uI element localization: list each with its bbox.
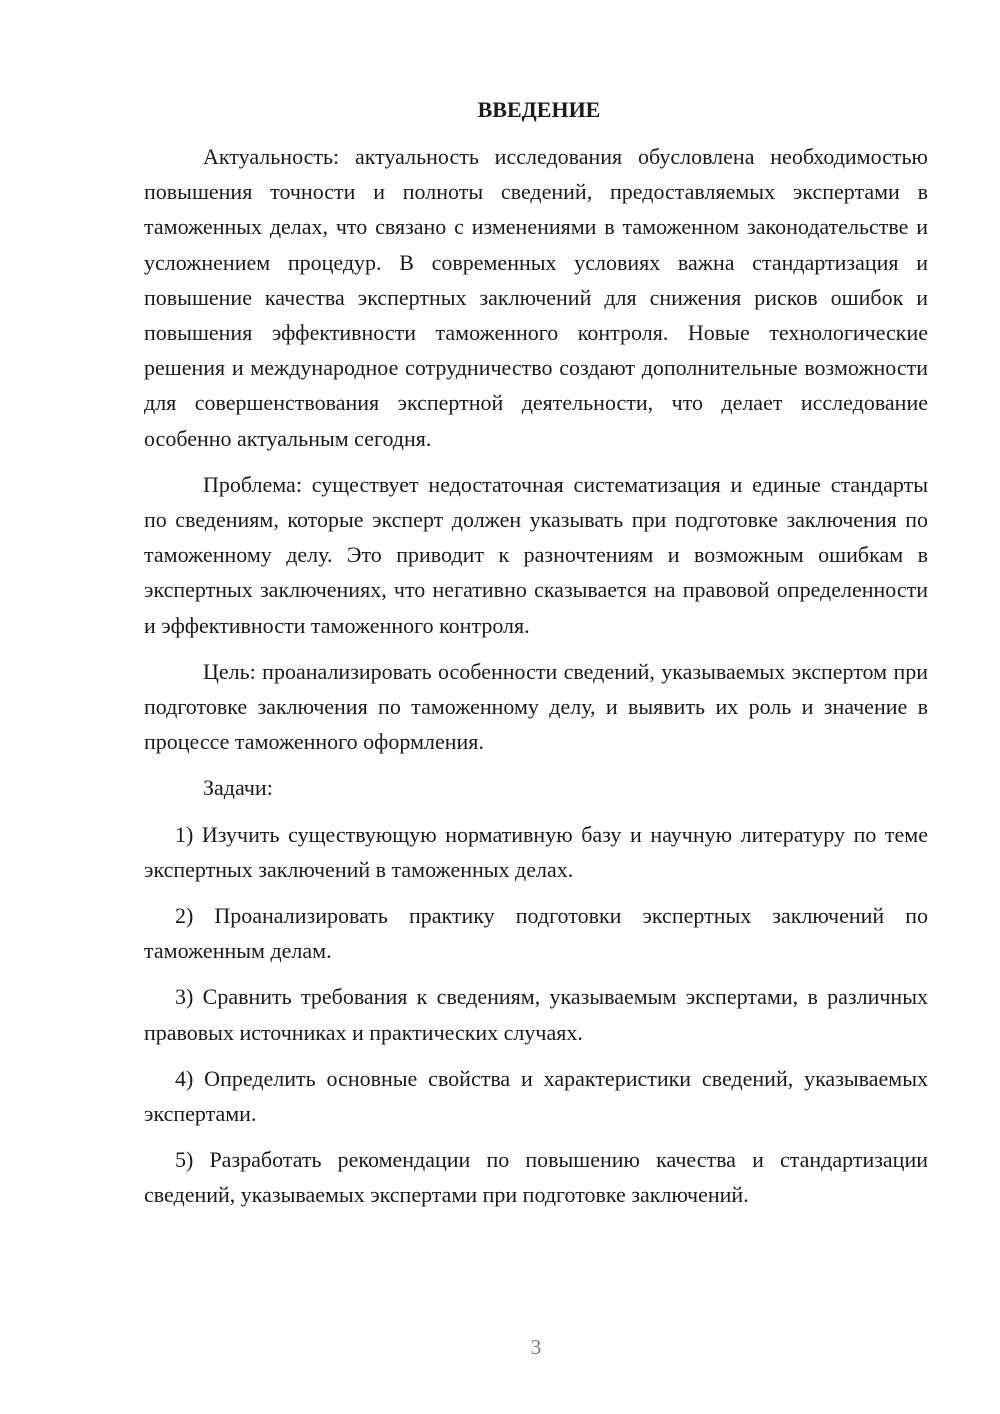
task-item-3: 3) Сравнить требования к сведениям, указываемым экспертами, в различных правовых источниках и практических случаях.: [144, 984, 928, 1045]
task-item-4: 4) Определить основные свойства и характеристики сведений, указываемых экспертами.: [144, 1065, 928, 1127]
section-title: ВВЕДЕНИЕ: [477, 97, 601, 122]
tasks-heading: Задачи:: [203, 775, 273, 801]
task-item-1: 1) Изучить существующую нормативную базу и научную литературу по теме экспертных заключений в таможенных делах.: [144, 821, 928, 882]
document-body: [144, 92, 928, 1224]
goal-paragraph: Цель: проанализировать особенности сведений, указываемых экспертом при подготовке заключения по таможенному делу, и выявить их роль и значение в процессе таможенного оформления.: [144, 658, 928, 755]
problem-paragraph: Проблема: существует недостаточная систематизация и единые стандарты по сведениям, которые эксперт должен указывать при подготовке заключения по таможенному делу. Это приводит к разночтениям и возможным ошибкам в экспертных заключениях, что негативно сказывается на правовой определенности и эффективности таможенного контроля.: [144, 471, 928, 638]
page-number: 3: [530, 1335, 542, 1359]
task-item-2: 2) Проанализировать практику подготовки экспертных заключений по таможенным делам.: [144, 903, 928, 964]
task-item-5: 5) Разработать рекомендации по повышению качества и стандартизации сведений, указываемых экспертами при подготовке заключений.: [144, 1147, 928, 1208]
relevance-paragraph: Актуальность: актуальность исследования обусловлена необходимостью повышения точности и полноты сведений, предоставляемых экспертами в таможенных делах, что связано с изменениями в таможенном законодательстве и усложнением процедур. В современных условиях важна стандартизация и повышение качества экспертных заключений для снижения рисков ошибок и повышения эффективности таможенного контроля. Новые технологические решения и международное сотрудничество создают дополнительные возможности для совершенствования экспертной деятельности, что делает исследование особенно актуальным сегодня.: [144, 144, 928, 451]
